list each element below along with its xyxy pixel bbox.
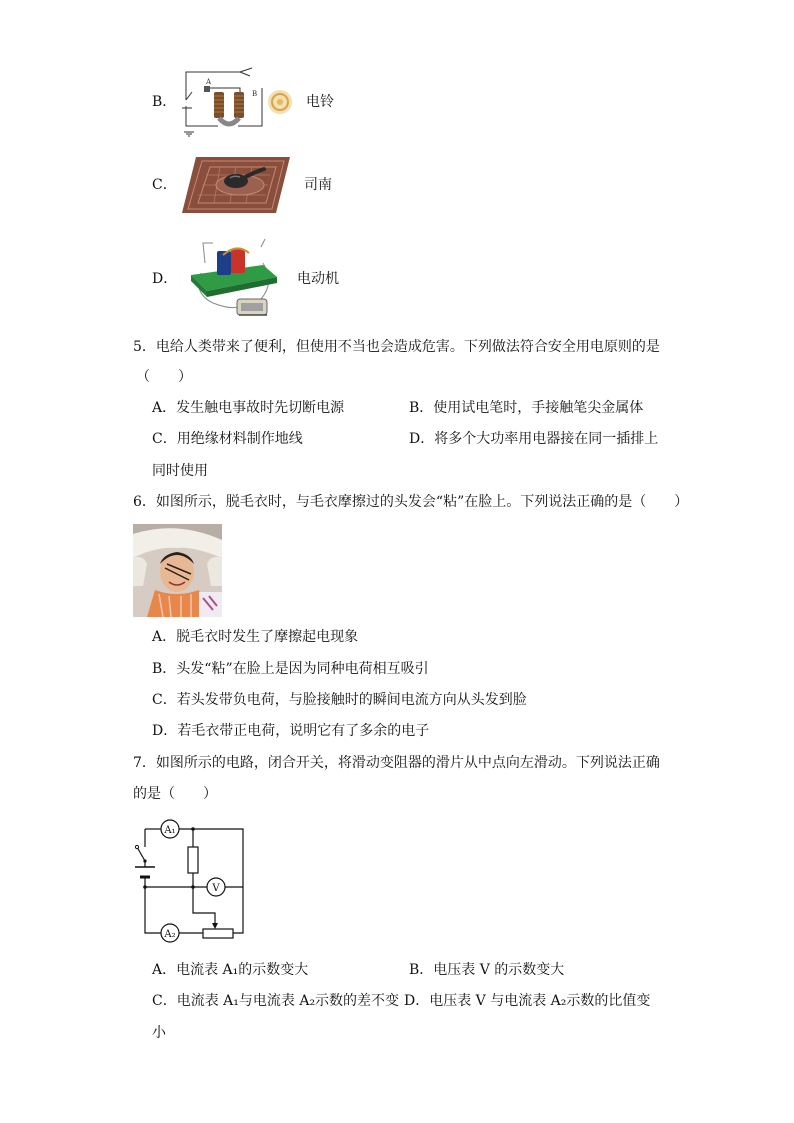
q4-option-c-caption: 司南 [304, 177, 332, 193]
q7-stem-line2: 的是（ ） [133, 786, 217, 802]
sinan-compass-figure [180, 155, 292, 215]
q5-option-d-continued: 同时使用 [152, 463, 208, 479]
q4-option-d-caption: 电动机 [297, 271, 339, 287]
q5-stem-line1: 5．电给人类带来了便利，但使用不当也会造成危害。下列做法符合安全用电原则的是 [133, 339, 660, 355]
q4-option-b-caption: 电铃 [306, 94, 334, 110]
q7-stem-line1: 7．如图所示的电路，闭合开关，将滑动变阻器的滑片从中点向左滑动。下列说法正确 [133, 755, 660, 771]
q6-option-a: A．脱毛衣时发生了摩擦起电现象 [152, 629, 359, 645]
circuit-diagram [127, 819, 247, 943]
electric-motor-figure [183, 233, 283, 323]
ammeter-a2-label: A₂ [164, 929, 176, 940]
q7-option-d: D．电压表 V 与电流表 A₂示数的比值变 [404, 993, 651, 1009]
q5-option-d: D．将多个大功率用电器接在同一插排上 [409, 431, 659, 447]
q4-option-c-letter: C． [152, 177, 177, 193]
q7-option-b: B．电压表 V 的示数变大 [409, 962, 565, 978]
q4-option-b-letter: B． [152, 94, 177, 110]
q7-option-d-continued: 小 [152, 1025, 166, 1041]
sweater-static-photo [133, 524, 222, 617]
q5-stem-line2: （ ） [136, 369, 192, 385]
ammeter-a1-label: A₁ [164, 825, 176, 836]
q6-option-c: C．若头发带负电荷，与脸接触时的瞬间电流方向从头发到脸 [152, 692, 527, 708]
voltmeter-v-label: V [212, 883, 220, 894]
q6-option-d: D．若毛衣带正电荷，说明它有了多余的电子 [152, 723, 430, 739]
q6-stem: 6．如图所示，脱毛衣时，与毛衣摩擦过的头发会“粘”在脸上。下列说法正确的是（ ） [133, 494, 689, 510]
q5-option-a: A．发生触电事故时先切断电源 [152, 400, 345, 416]
label-a: A [206, 78, 212, 86]
label-b: B [252, 90, 258, 98]
q4-option-d-letter: D． [152, 271, 178, 287]
q5-option-b: B．使用试电笔时，手接触笔尖金属体 [409, 400, 644, 416]
q6-option-b: B．头发“粘”在脸上是因为同种电荷相互吸引 [152, 661, 429, 677]
q7-option-a: A．电流表 A₁的示数变大 [152, 962, 309, 978]
electric-bell-figure [178, 66, 293, 138]
q7-option-c: C．电流表 A₁与电流表 A₂示数的差不变 [152, 993, 400, 1009]
q5-option-c: C．用绝缘材料制作地线 [152, 431, 303, 447]
